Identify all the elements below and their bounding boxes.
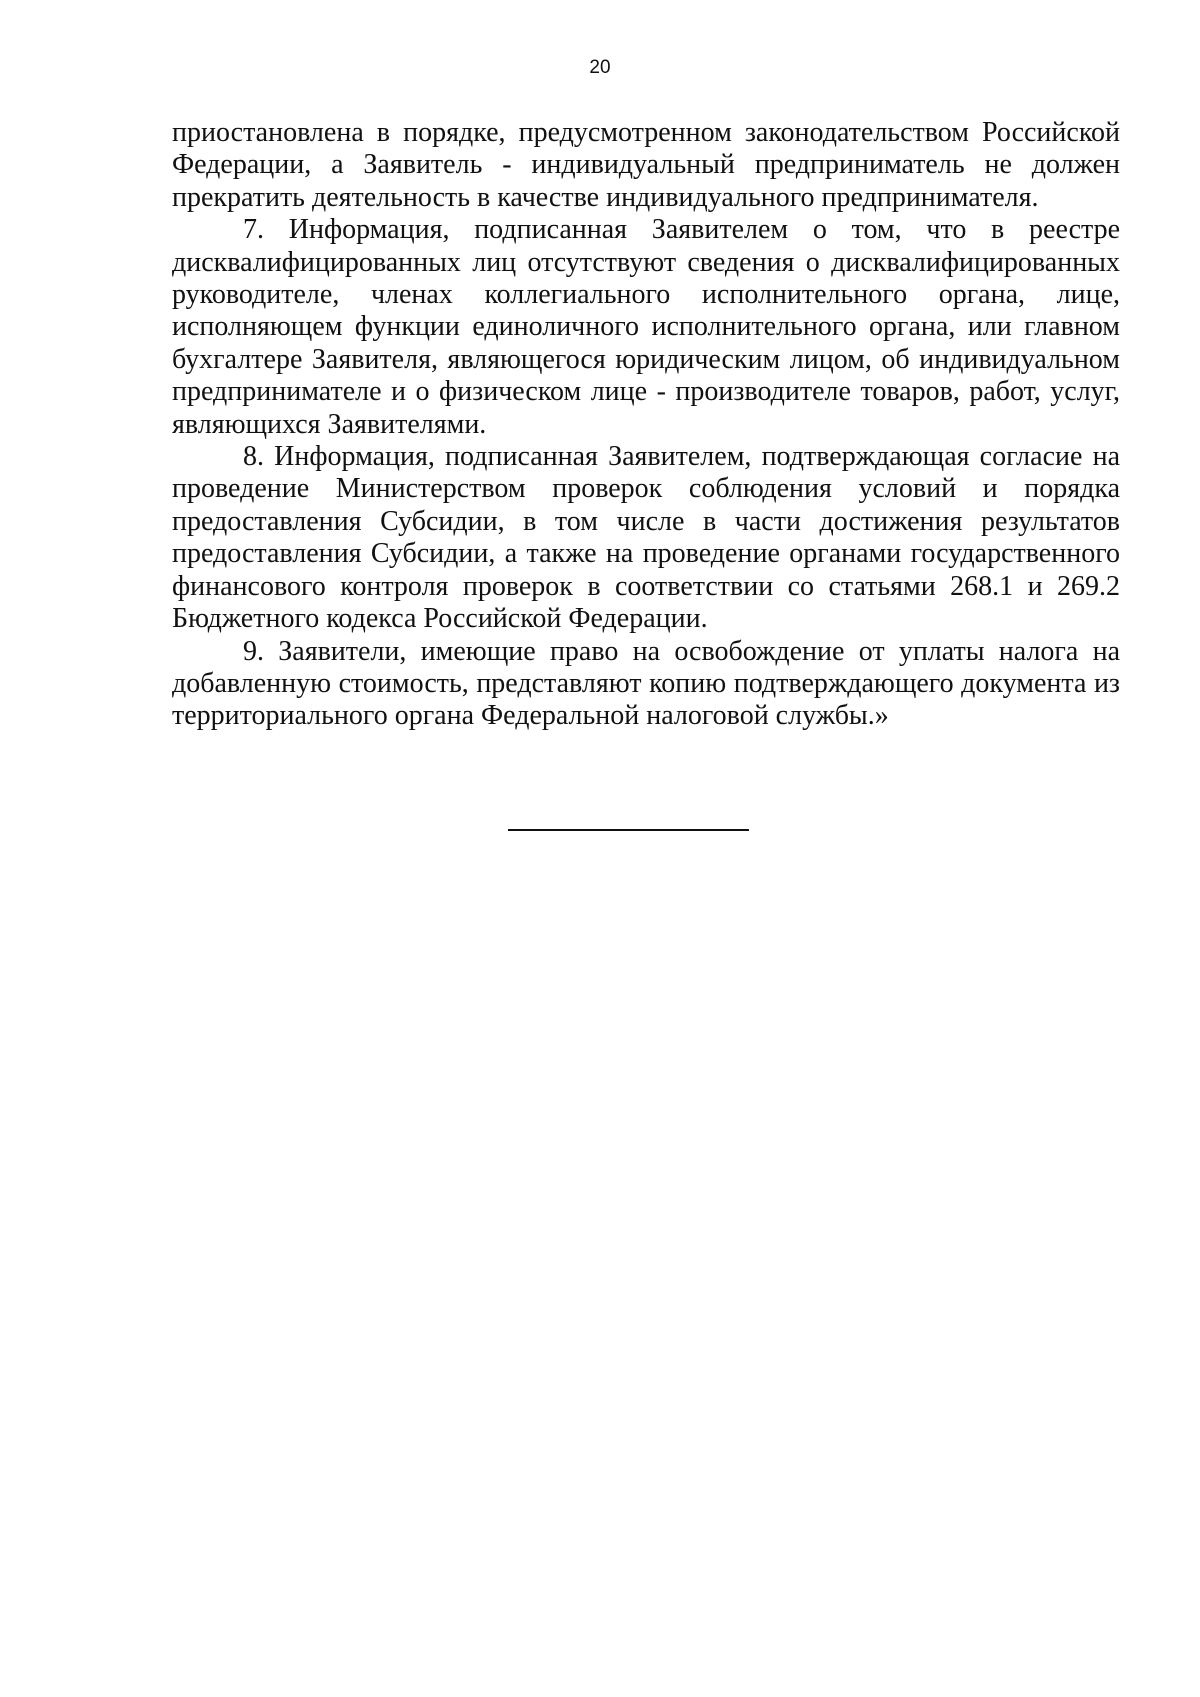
paragraph-item-9: 9. Заявители, имеющие право на освобождение от уплаты налога на добавленную стоимость, представляют копию подтверждающего документа из территориального органа Федеральной налоговой службы.» — [172, 635, 1120, 732]
document-body — [172, 117, 1120, 733]
paragraph-item-8: 8. Информация, подписанная Заявителем, подтверждающая согласие на проведение Министерством проверок соблюдения условий и порядка предоставления Субсидии, в том числе в части достижения результатов предоставления Субсидии, а также на проведение органами государственного финансового контроля проверок в соответствии со статьями 268.1 и 269.2 Бюджетного кодекса Российской Федерации. — [172, 441, 1120, 635]
end-of-document-rule — [508, 829, 749, 831]
paragraph-item-7: 7. Информация, подписанная Заявителем о том, что в реестре дисквалифицированных лиц отсутствуют сведения о дисквалифицированных руководителе, членах коллегиального исполнительного органа, лице, исполняющем функции единоличного исполнительного органа, или главном бухгалтере Заявителя, являющегося юридическим лицом, об индивидуальном предпринимателе и о физическом лице - производителе товаров, работ, услуг, являющихся Заявителями. — [172, 214, 1120, 440]
paragraph-continuation: приостановлена в порядке, предусмотренном законодательством Российской Федерации, а Заявитель - индивидуальный предприниматель не должен прекратить деятельность в качестве индивидуального предпринимателя. — [172, 117, 1120, 213]
page-number: 20 — [589, 57, 611, 78]
